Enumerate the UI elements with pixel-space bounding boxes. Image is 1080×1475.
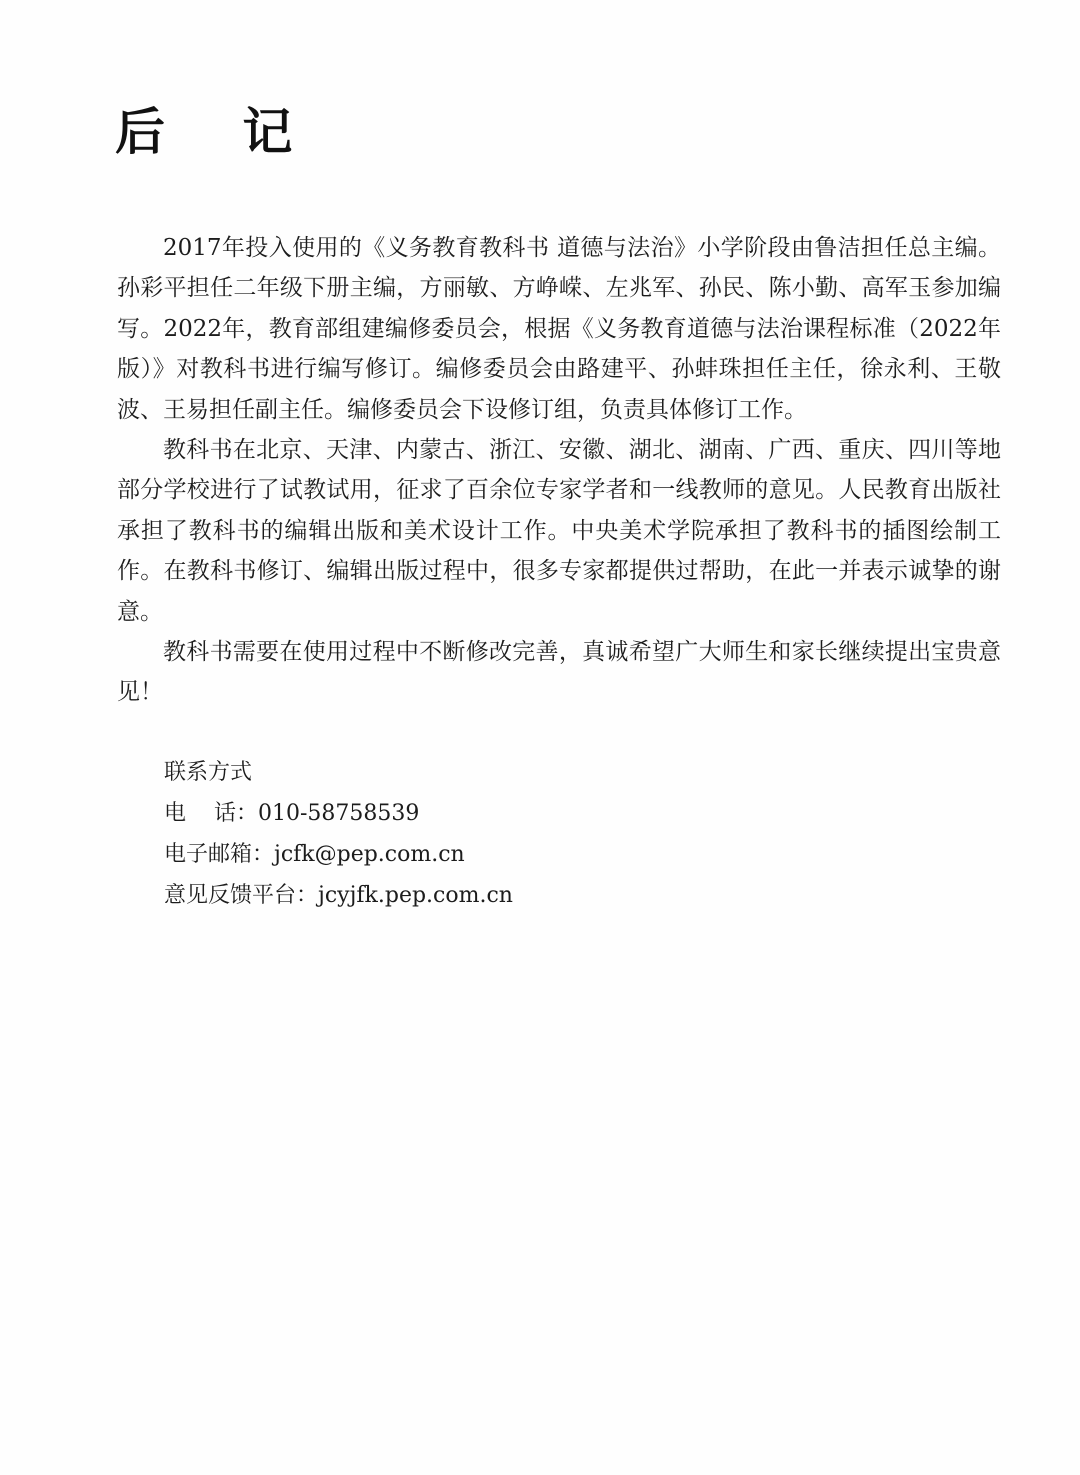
paragraph-2: 教科书在北京、天津、内蒙古、浙江、安徽、湖北、湖南、广西、重庆、四川等地部分学校进行了试教试用，征求了百余位专家学者和一线教师的意见。人民教育出版社承担了教科书的编辑出版和美术设计工作。中央美术学院承担了教科书的插图绘制工作。在教科书修订、编辑出版过程中，很多专家都提供过帮助，在此一并表示诚挚的谢意。: [117, 437, 1001, 625]
contact-phone: 电 话：010-58758539: [164, 801, 420, 826]
paragraph-3: 教科书需要在使用过程中不断修改完善，真诚希望广大师生和家长继续提出宝贵意见！: [117, 639, 1001, 706]
contact-heading: 联系方式: [164, 760, 253, 785]
contact-email: 电子邮箱：jcfk@pep.com.cn: [164, 842, 465, 867]
paragraph-1: 2017年投入使用的《义务教育教科书 道德与法治》小学阶段由鲁洁担任总主编。孙彩平担任二年级下册主编，方丽敏、方峥嵘、左兆军、孙民、陈小勤、高军玉参加编写。2022年，教育部组建编修委员会，根据《义务教育道德与法治课程标准（2022年版）》对教科书进行编写修订。编修委员会由路建平、孙蚌珠担任主任，徐永利、王敬波、王易担任副主任。编修委员会下设修订组，负责具体修订工作。: [117, 235, 1001, 423]
body-text: [117, 228, 1001, 713]
contact-feedback-platform: 意见反馈平台：jcyjfk.pep.com.cn: [164, 883, 513, 908]
contact-block: [164, 752, 513, 916]
page-title: 后 记: [115, 103, 323, 161]
